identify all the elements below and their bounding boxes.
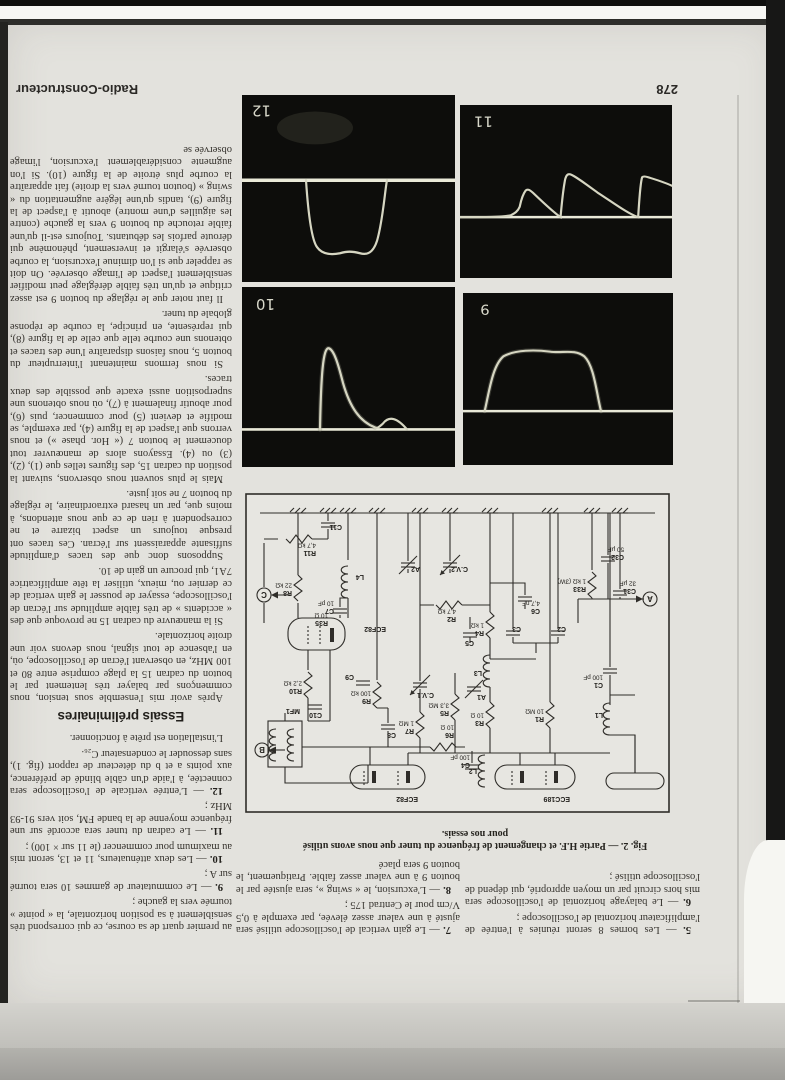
schematic-value-R10: 2,2 kΩ xyxy=(283,679,302,687)
schematic-label-A1: A1 xyxy=(477,693,486,700)
schematic-label-C8: C8 xyxy=(387,731,396,738)
schematic-value-C31: 32 µF xyxy=(619,579,636,587)
schematic-label-C11: C11 xyxy=(329,523,342,530)
schematic-label-L3: L3 xyxy=(473,669,482,676)
photo-label-12: 12 xyxy=(251,101,271,120)
schematic-figure-2 xyxy=(245,493,670,813)
schematic-value-R1: 10 MΩ xyxy=(525,707,544,715)
schematic-label-R6: R6 xyxy=(445,731,454,738)
scan-bottom-background xyxy=(0,1048,785,1080)
schematic-label-C.V.1: C.V.1 xyxy=(417,691,434,698)
schematic-label-ECF82: ECF82 xyxy=(396,795,418,802)
body-paragraph: Supposons donc que des traces d'amplitude suffisante apparaissent sur l'écran. Ces traces ont presque toujours un aspect bizarre et ne correspondent à rien de ce que nous attendons, à moins que, par un hasard extraordinaire, le réglage du bouton 7 ne soit juste. xyxy=(10,488,232,562)
scan-edge-dark-band xyxy=(0,19,766,25)
schematic-label-C9: C9 xyxy=(345,673,354,680)
page-corner-edge xyxy=(688,1000,740,1002)
list-item-7: 7. — Le gain vertical de l'oscilloscope utilisé sera ajusté à une valeur assez élevée, par exemple à 0,5 V/cm pour le Centrad 175 ; xyxy=(235,899,460,935)
schematic-label-R10: R10 xyxy=(289,687,302,694)
oscillogram-photo-11 xyxy=(460,105,672,278)
schematic-value-R2: 4,7 kΩ xyxy=(437,607,456,615)
schematic-value-C6: 4,7 nF xyxy=(522,599,540,607)
figure-caption-line2: pour nos essais. xyxy=(441,828,509,840)
figure-caption xyxy=(257,828,693,851)
schematic-label-C7: C7 xyxy=(325,607,334,614)
column-items-5-6 xyxy=(465,867,700,935)
list-item-10: 10. — Les deux atténuateurs, 11 et 13, seront mis au maximum pour commencer (le 11 sur × 100) ; xyxy=(10,840,232,864)
paragraph-continuation: au premier quart de sa course, ce qui correspond très sensiblement à sa position horizontale, la « pointe » tournée vers la gauche ; xyxy=(10,896,232,932)
schematic-label-R11: R11 xyxy=(303,549,316,556)
oscillogram-photo-9 xyxy=(463,293,673,465)
oscillogram-photo-10 xyxy=(242,287,455,467)
schematic-label-C32: C32 xyxy=(611,553,624,560)
schematic-label-R35: R35 xyxy=(315,619,328,626)
photo-label-9: 9 xyxy=(480,300,490,317)
schematic-label-R2: R2 xyxy=(447,615,456,622)
body-paragraph: Si nous fermons maintenant l'interrupteur du bouton 5, nous faisons disparaître l'une des traces et obtenons une courbe telle que celle de la figure (8), qui représente, en principe, la courbe de réponse globale du tuner. xyxy=(10,308,232,369)
list-item-11: 11. — Le cadran du tuner sera accordé sur une fréquence moyenne de la bande FM, soit vers 91-93 MHz ; xyxy=(10,800,232,837)
schematic-label-A2: A2 xyxy=(411,565,420,572)
schematic-value-R8: 22 kΩ xyxy=(275,581,292,589)
scan-edge-left-dark xyxy=(0,22,8,1003)
list-item-12: 12. — L'entrée verticale de l'oscilloscope sera connectée, à l'aide d'un câble blindé de préférence, aux points a et b du détecteur de rapport (fig. 1), sans dessouder le condensateur C₂₆. xyxy=(9,747,232,796)
schematic-label-C10: C10 xyxy=(309,711,322,718)
schematic-label-R8: R8 xyxy=(283,589,292,596)
ready-line: L'installation est prête à fonctionner. xyxy=(69,732,223,744)
scan-edge-right-black xyxy=(766,0,785,856)
schematic-label-L1: L1 xyxy=(594,711,603,718)
schematic-value-R3: 10 Ω xyxy=(470,711,484,719)
body-paragraph: Après avoir mis l'ensemble sous tension, nous commençons par balayer très lentement par le bouton du cadran 15 la plage comprise entre 80 et 100 MHz, en observant l'écran de l'oscilloscope, où, en l'absence de tout signal, nous devons voir une droite horizontale. xyxy=(10,630,232,704)
list-item-5: 5. — Les bornes 8 seront réunies à l'entrée de l'amplificateur horizontal de l'oscilloscope ; xyxy=(465,911,700,935)
list-item-6: 6. — Le balayage horizontal de l'oscilloscope sera mis hors circuit par un moyen approprié, qui dépend de l'oscilloscope utilisé ; xyxy=(465,871,700,908)
schematic-value-C4: 100 pF xyxy=(450,753,470,761)
schematic-label-C: C xyxy=(261,590,267,599)
body-paragraph: Si la manœuvre du cadran 15 ne provoque que des « accidents » de très faible amplitude sur l'écran de l'oscilloscope, essayer de pousser le gain vertical de ce dernier ou, mieux, utiliser la tête amplificatrice 7A1, qui procure un gain de 10. xyxy=(10,565,232,627)
schematic-value-R35: 10 Ω xyxy=(314,611,328,619)
scan-edge-white-strip xyxy=(0,6,766,19)
schematic-value-R5: 3,3 MΩ xyxy=(428,701,449,709)
schematic-label-R3: R3 xyxy=(475,719,484,726)
schematic-label-C31: C31 xyxy=(623,587,636,594)
schematic-label-C5: C5 xyxy=(465,639,474,646)
schematic-label-C1: C1 xyxy=(594,681,603,688)
body-paragraph: Mais le plus souvent nous observons, suivant la position du cadran 15, des figures telles que (1), (2), (3) ou (4). Essayons alors de manœuvrer tout doucement le bouton 7 (« Hor. phase ») et nous verrons que l'aspect de la figure (4), par exemple, se modifie et devient (5) pour commencer, puis (6), pour aboutir finalement à (7), où nous obtenons une superposition aussi exacte que possible des deux traces. xyxy=(10,373,232,484)
list-item-9: 9. — Le commutateur de gammes 10 sera tourné sur A ; xyxy=(9,868,232,892)
schematic-label-B: B xyxy=(259,745,265,754)
schematic-label-R1: R1 xyxy=(535,715,544,722)
schematic-label-R33: R33 xyxy=(573,585,586,592)
list-item-8: 8. — L'excursion, le « swing », sera ajustée par le bouton 9 à une valeur assez faible. Pratiquement, le bouton 9 sera placé xyxy=(236,858,460,895)
schematic-value-R33: 1 kΩ (3W) xyxy=(557,577,586,585)
schematic-value-R9: 100 kΩ xyxy=(350,689,371,697)
schematic-label-L2: L2 xyxy=(468,767,477,774)
main-text-column xyxy=(10,140,232,932)
schematic-value-C32: 50 µF xyxy=(607,545,624,553)
photo-label-11: 11 xyxy=(473,112,493,130)
schematic-label-R4: R4 xyxy=(475,629,484,636)
scan-bottom-pages xyxy=(0,1003,785,1048)
schematic-value-R7: 1 MΩ xyxy=(398,719,414,727)
schematic-label-MF1: MF1 xyxy=(286,707,300,714)
schematic-label-C2: C2 xyxy=(557,625,566,632)
schematic-value-R11: 4,7 kΩ xyxy=(297,541,316,549)
magazine-page xyxy=(8,22,779,1005)
column-items-7-8 xyxy=(236,855,460,935)
schematic-label-ECF82: ECF82 xyxy=(364,625,386,632)
schematic-label-R7: R7 xyxy=(405,727,414,734)
page-crease-line xyxy=(737,95,739,1003)
schematic-label-C3: C3 xyxy=(512,625,521,632)
schematic-label-C.V.2: C.V.2 xyxy=(451,565,468,572)
figure-caption-line1: Fig. 2. — Partie H.F. et changement de fréquence du tuner que nous avons utilisé xyxy=(302,840,648,851)
schematic-value-R6: 10 Ω xyxy=(440,723,454,731)
schematic-value-R4: 1 kΩ xyxy=(470,621,484,629)
schematic-value-C7: 10 pF xyxy=(317,599,334,607)
oscillogram-photo-12 xyxy=(242,95,455,282)
magazine-title: Radio-Constructeur xyxy=(16,82,139,97)
schematic-label-R5: R5 xyxy=(440,709,449,716)
schematic-label-L4: L4 xyxy=(355,573,364,580)
schematic-label-A: A xyxy=(647,594,653,603)
section-heading: Essais préliminaires xyxy=(57,708,185,724)
photo-label-10: 10 xyxy=(255,294,275,313)
schematic-value-C1: 100 pF xyxy=(583,673,603,681)
body-paragraph: Il faut noter que le réglage du bouton 9 est assez critique et qu'un très faible déréglage peut modifier sensiblement l'aspect de l'image observée. On doit se rappeler que si l'on diminue l'excursion, la courbe observée s'élargit et inversement, phénomène qui déroute parfois les débutants. Toujours est-il qu'une faible retouche du bouton 9 vers la gauche (contre les aiguilles d'une montre) aboutit à l'aspect de la figure (9), tandis qu'une légère augmentation du « swing » (bouton tourné vers la droite) fait apparaître la courbe plus étroite de la figure (10). Si l'on augmente considérablement l'excursion, l'image observée se xyxy=(10,144,232,304)
page-number: 278 xyxy=(656,82,678,97)
schematic-label-C4: C4 xyxy=(461,761,470,768)
schematic-label-C6: C6 xyxy=(531,607,540,614)
schematic-label-ECC189: ECC189 xyxy=(543,795,570,802)
schematic-label-R9: R9 xyxy=(362,697,371,704)
